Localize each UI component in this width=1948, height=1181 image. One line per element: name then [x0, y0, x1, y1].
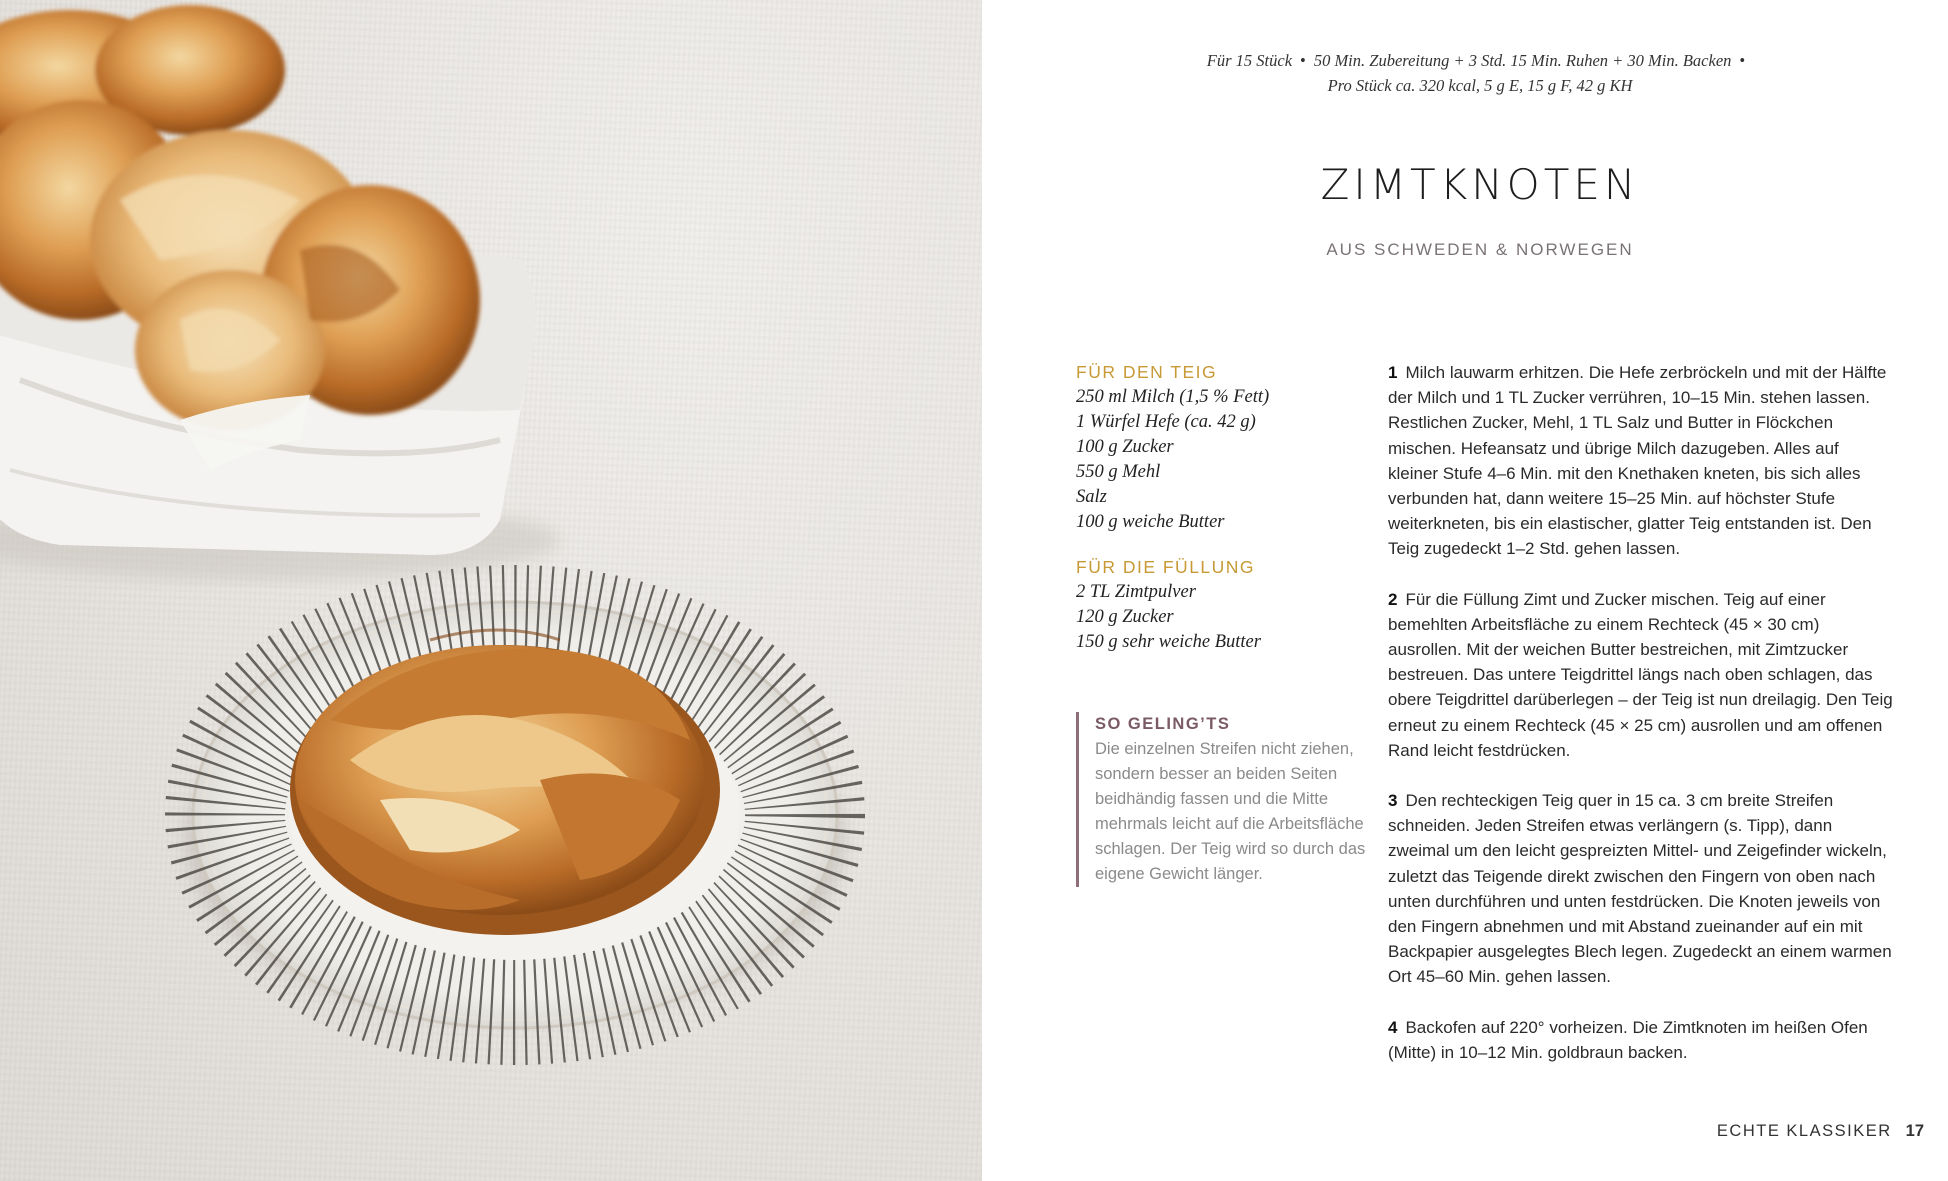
ingredients-column: [1076, 360, 1366, 675]
instructions-column: [1388, 360, 1893, 1090]
tip-heading: SO GELING’TS: [1095, 715, 1231, 733]
step-number: 1: [1388, 363, 1398, 382]
step: [1388, 360, 1893, 562]
nutrition-info: Pro Stück ca. 320 kcal, 5 g E, 15 g F, 42 g KH: [1327, 76, 1633, 95]
step-number: 4: [1388, 1017, 1398, 1037]
list-item: 100 g Zucker: [1076, 437, 1174, 457]
list-item: Salz: [1076, 487, 1107, 507]
list-item: 120 g Zucker: [1076, 607, 1174, 627]
tip-text: Die einzelnen Streifen nicht ziehen, sondern besser an beiden Seiten beidhändig fassen und die Mitte mehrmals leicht auf die Arbeitsfläche schlagen. Der Teig wird so durch das eigene Gewicht länger.: [1095, 740, 1366, 883]
step-text: Backofen auf 220° vorheizen. Die Zimtknoten im heißen Ofen (Mitte) in 10–12 Min. goldbraun backen.: [1388, 1017, 1868, 1062]
list-item: 100 g weiche Butter: [1076, 512, 1225, 532]
list-item: 2 TL Zimtpulver: [1076, 582, 1196, 602]
dough-heading: FÜR DEN TEIG: [1076, 362, 1218, 382]
list-item: 1 Würfel Hefe (ca. 42 g): [1076, 412, 1256, 432]
tip-box: [1076, 712, 1369, 887]
page-footer: [1717, 1122, 1924, 1141]
step-number: 2: [1388, 589, 1398, 609]
recipe-subtitle: AUS SCHWEDEN & NORWEGEN: [1326, 240, 1634, 259]
page-number: 17: [1905, 1122, 1924, 1140]
recipe-meta: [1000, 48, 1948, 98]
step-text: Für die Füllung Zimt und Zucker mischen. Teig auf einer bemehlten Arbeitsfläche zu einem Rechteck (45 × 30 cm) ausrollen. Mit der weichen Butter bestreichen, mit Zimtzucker bestreuen. Das untere Teigdrittel längs nach oben schlagen, das obere Teigdrittel darüberlegen – der Teig ist nun dreilagig. Den Teig erneut zu einem Rechteck (45 × 25 cm) ausrollen und am offenen Rand leicht festdrücken.: [1388, 589, 1893, 760]
filling-heading: FÜR DIE FÜLLUNG: [1076, 557, 1256, 577]
list-item: 150 g sehr weiche Butter: [1076, 632, 1261, 652]
step-text: Milch lauwarm erhitzen. Die Hefe zerbröckeln und mit der Hälfte der Milch und 1 TL Zucker verrühren, 10–15 Min. stehen lassen. Restlichen Zucker, Mehl, 1 TL Salz und Butter in Flöckchen mischen. Hefeansatz und übrige Milch dazugeben. Alles auf kleiner Stufe 4–6 Min. mit den Knethaken kneten, bis sich alles verbunden hat, dann weitere 15–25 Min. auf höchster Stufe weiterkneten, bis ein elastischer, glatter Teig entstanden ist. Den Teig zugedeckt 1–2 Std. gehen lassen.: [1388, 363, 1887, 559]
step: [1388, 788, 1893, 990]
list-item: 550 g Mehl: [1076, 462, 1161, 482]
dough-list: [1076, 385, 1366, 535]
time-info: 50 Min. Zubereitung + 3 Std. 15 Min. Ruhen + 30 Min. Backen: [1313, 51, 1732, 70]
step: [1388, 1015, 1893, 1065]
separator-dot-icon: •: [1300, 51, 1306, 70]
separator-dot-icon: •: [1739, 51, 1746, 70]
step-number: 3: [1388, 791, 1398, 811]
step-text: Den rechteckigen Teig quer in 15 ca. 3 cm breite Streifen schneiden. Jeden Streifen etwas verlängern (s. Tipp), dann zweimal um den leicht gespreizten Mittel- und Zeigefinder wickeln, zuletzt das Teigende direkt zwischen den Fingern von oben nach unten durchführen und unten festdrücken. Die Knoten jeweils von den Fingern abnehmen und mit Abstand zueinander auf ein mit Backpapier ausgelegtes Blech legen. Zugedeckt an einem warmen Ort 45–60 Min. gehen lassen.: [1388, 791, 1892, 987]
recipe-title: ZIMTKNOTEN: [1320, 160, 1640, 209]
filling-list: [1076, 580, 1366, 655]
section-label: ECHTE KLASSIKER: [1716, 1122, 1892, 1140]
list-item: 250 ml Milch (1,5 % Fett): [1076, 387, 1270, 407]
step: [1388, 587, 1893, 763]
yield: Für 15 Stück: [1206, 51, 1293, 70]
